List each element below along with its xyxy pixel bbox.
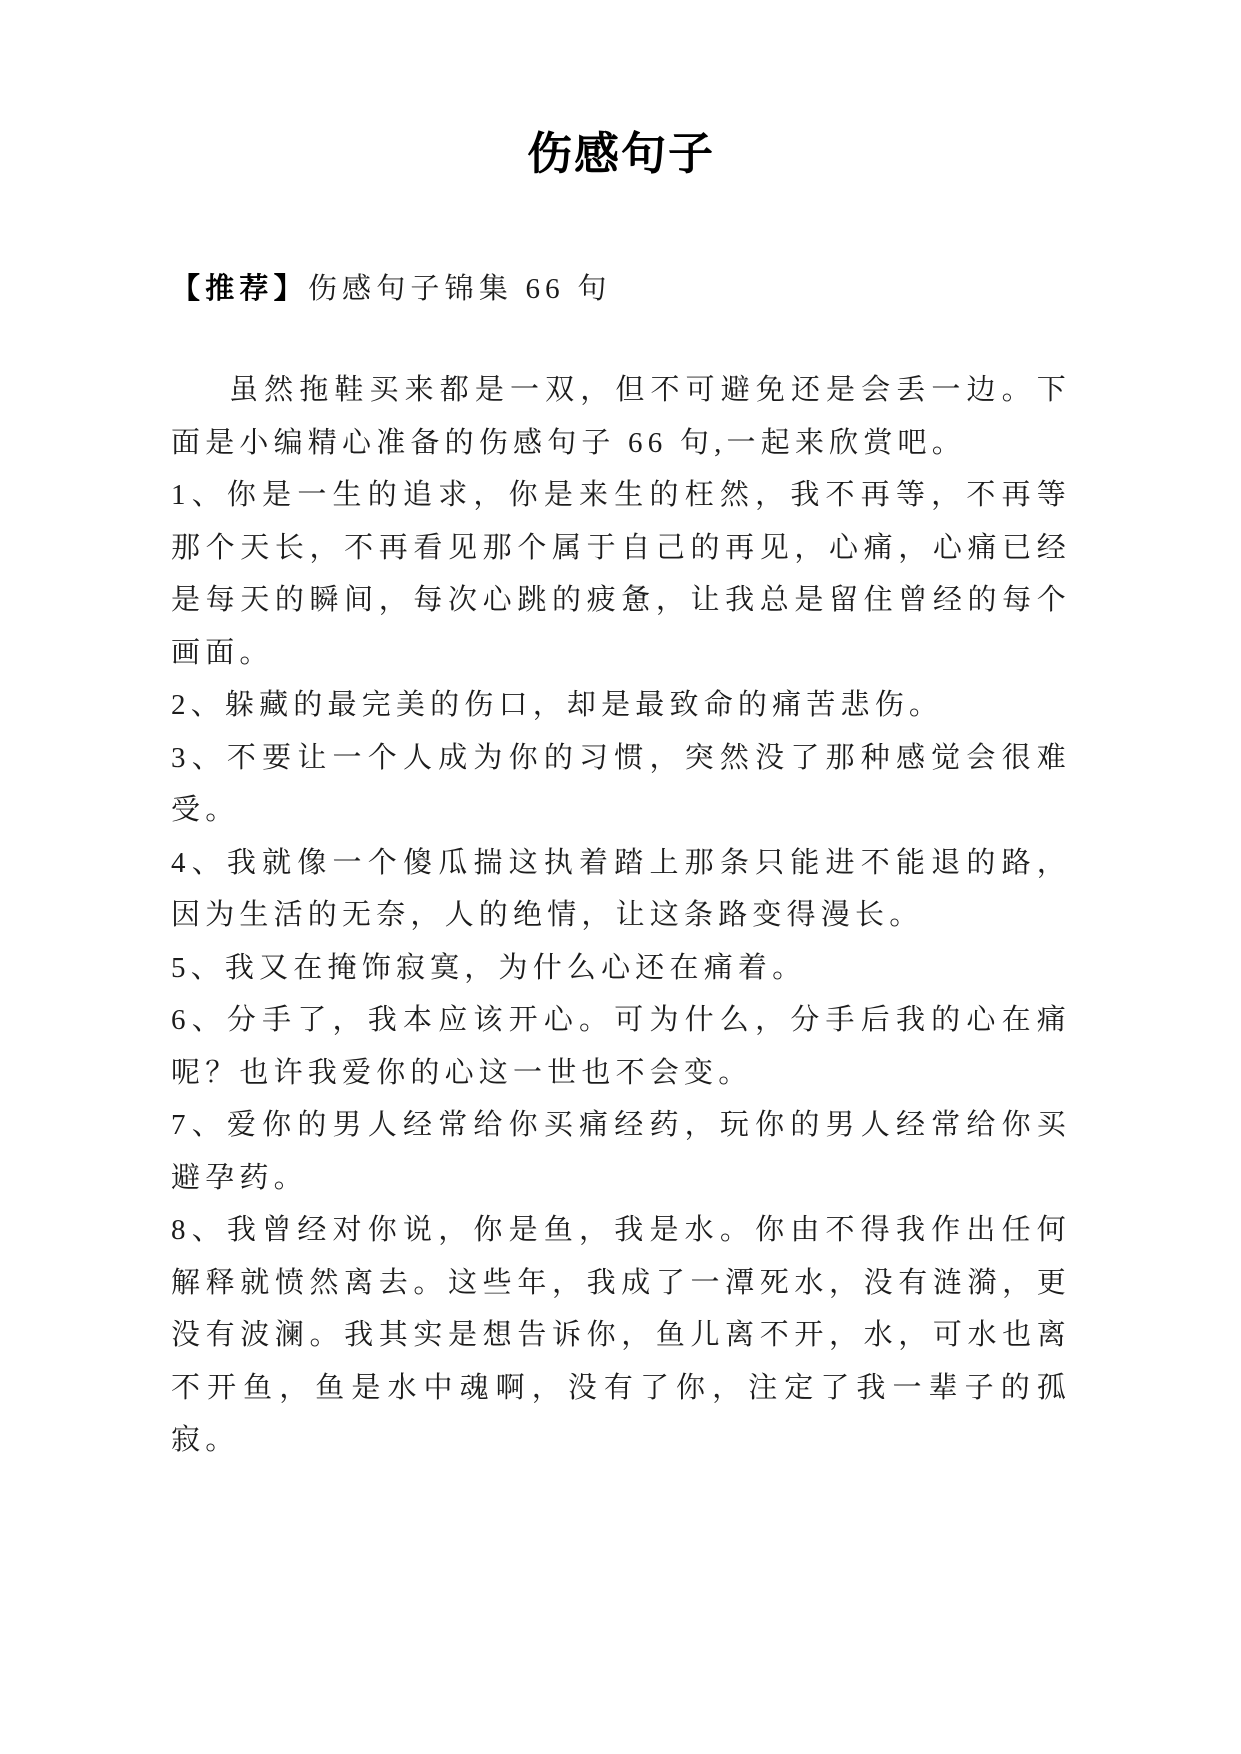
subtitle (171, 263, 1071, 316)
sentence-item-1: 1、你是一生的追求，你是来生的枉然，我不再等，不再等那个天长，不再看见那个属于自己的再见，心痛，心痛已经是每天的瞬间，每次心跳的疲惫，让我总是留住曾经的每个画面。 (171, 479, 1071, 669)
document-body (171, 364, 1071, 1467)
sentence-item-7: 7、爱你的男人经常给你买痛经药，玩你的男人经常给你买避孕药。 (171, 1109, 1071, 1194)
subtitle-text: 伤感句子锦集 66 句 (307, 273, 612, 305)
sentence-item-5: 5、我又在掩饰寂寞，为什么心还在痛着。 (171, 951, 807, 984)
subtitle-tag: 【推荐】 (171, 273, 308, 305)
sentence-item-2: 2、躲藏的最完美的伤口，却是最致命的痛苦悲伤。 (171, 689, 944, 721)
intro-paragraph: 虽然拖鞋买来都是一双，但不可避免还是会丢一边。下面是小编精心准备的伤感句子 66 句,一起来欣赏吧。 (171, 374, 1071, 459)
sentence-item-8: 8、我曾经对你说，你是鱼，我是水。你由不得我作出任何解释就愤然离去。这些年，我成了一潭死水，没有涟漪，更没有波澜。我其实是想告诉你，鱼儿离不开，水，可水也离不开鱼，鱼是水中魂啊，没有了你，注定了我一辈子的孤寂。 (171, 1214, 1071, 1456)
sentence-item-3: 3、不要让一个人成为你的习惯，突然没了那种感觉会很难受。 (171, 741, 1071, 826)
sentence-item-6: 6、分手了，我本应该开心。可为什么，分手后我的心在痛呢？也许我爱你的心这一世也不会变。 (171, 1004, 1071, 1089)
sentence-item-4: 4、我就像一个傻瓜揣这执着踏上那条只能进不能退的路，因为生活的无奈，人的绝情，让这条路变得漫长。 (171, 846, 1071, 931)
page-title: 伤感句子 (526, 129, 715, 179)
